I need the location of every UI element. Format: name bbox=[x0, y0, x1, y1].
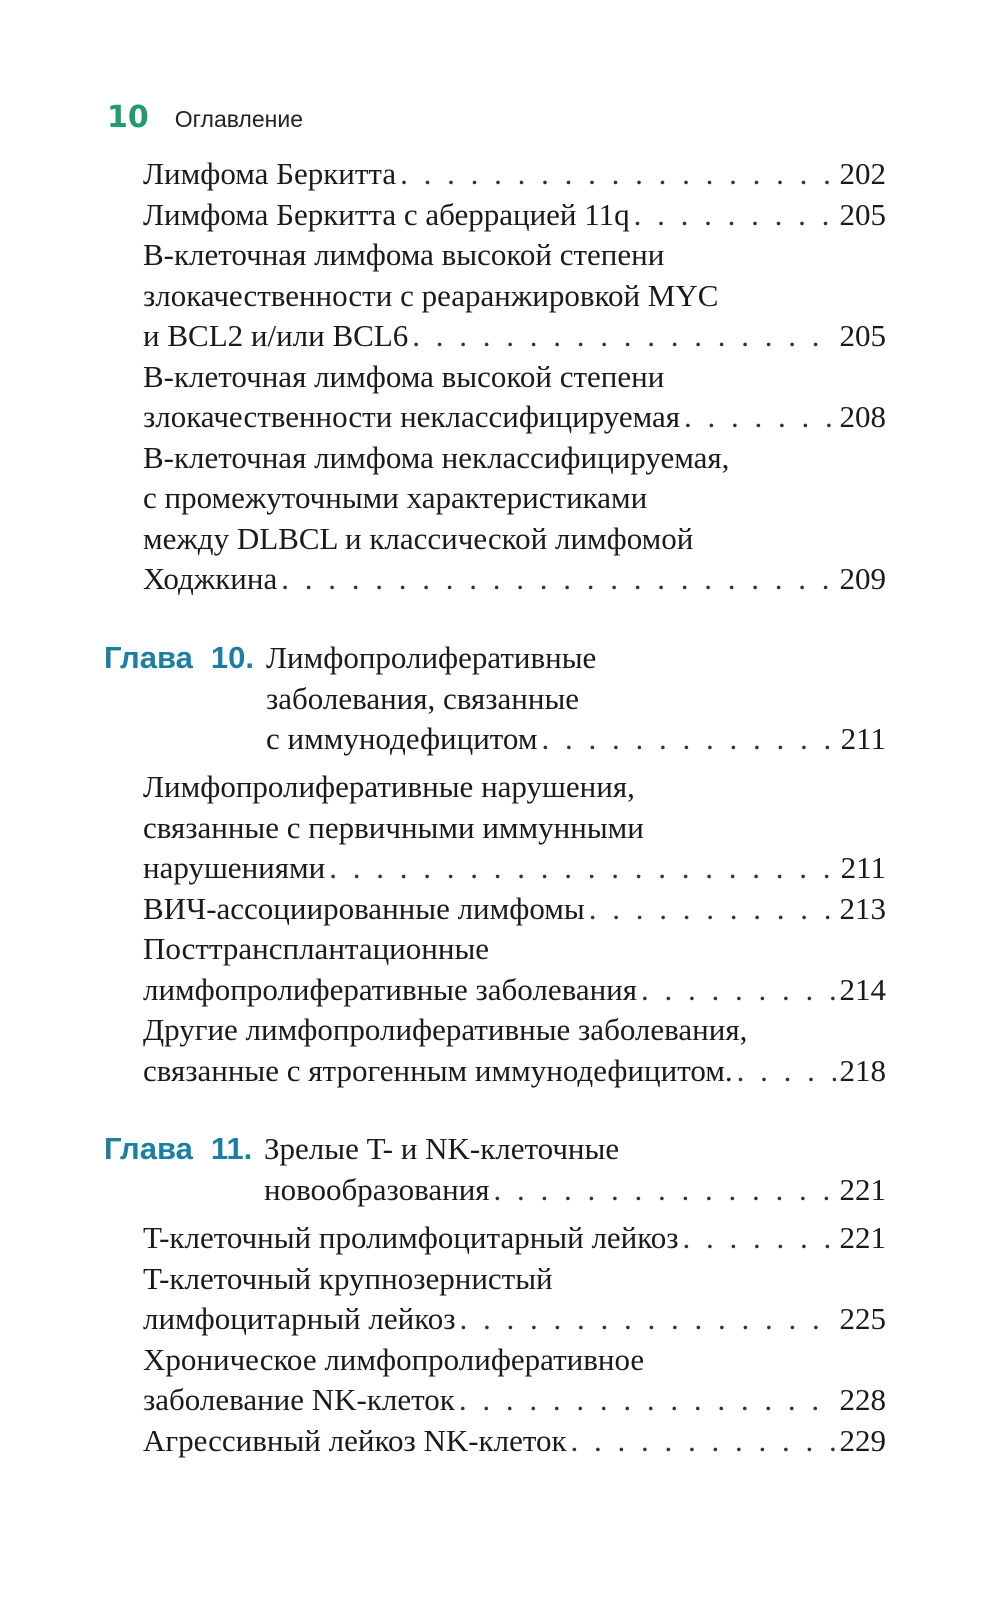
toc-entry-text: с иммунодефицитом bbox=[266, 721, 538, 756]
toc-line bbox=[143, 807, 644, 849]
toc-line bbox=[266, 637, 596, 679]
leader-dots bbox=[412, 315, 835, 357]
toc-entry-text: Посттрансплантационные bbox=[143, 931, 490, 966]
toc-line bbox=[143, 356, 664, 398]
chapter-10-label bbox=[104, 637, 254, 679]
toc-line bbox=[143, 1298, 886, 1340]
toc-line bbox=[266, 718, 886, 760]
leader-dots bbox=[641, 969, 835, 1011]
page-header bbox=[107, 100, 303, 140]
toc-page-number: 209 bbox=[839, 561, 886, 596]
leader-dots bbox=[281, 558, 835, 600]
toc-line bbox=[143, 1050, 886, 1092]
chapter-number: 11. bbox=[210, 1131, 253, 1166]
toc-line bbox=[143, 153, 886, 195]
toc-line bbox=[143, 558, 886, 600]
toc-page-number: 229 bbox=[839, 1422, 886, 1458]
chapter-11-label bbox=[104, 1128, 252, 1170]
running-title: Оглавление bbox=[174, 106, 303, 132]
toc-entry-text: Лимфопролиферативные bbox=[266, 640, 597, 675]
toc-line bbox=[143, 194, 886, 236]
toc-line bbox=[143, 477, 647, 519]
toc-entry-text: связанные с первичными иммунными bbox=[143, 809, 644, 845]
toc-line bbox=[143, 315, 886, 357]
leader-dots bbox=[459, 1298, 835, 1340]
toc-page-number: 213 bbox=[839, 890, 886, 926]
toc-page-number: 218 bbox=[839, 1052, 886, 1088]
toc-page-number: 221 bbox=[839, 1171, 886, 1207]
toc-page-number: 205 bbox=[839, 318, 886, 353]
toc-entry-text: Лимфопролиферативные нарушения, bbox=[143, 769, 635, 804]
toc-entry-text: новообразования bbox=[264, 1171, 490, 1207]
chapter-number: 10. bbox=[210, 640, 254, 675]
toc-page-number: 211 bbox=[840, 850, 886, 885]
toc-entry-text: с промежуточными характеристиками bbox=[143, 480, 648, 515]
leader-dots bbox=[684, 396, 835, 438]
toc-line bbox=[143, 1379, 886, 1421]
toc-page-number: 211 bbox=[840, 721, 886, 756]
toc-entry-text: заболевания, связанные bbox=[266, 680, 580, 716]
toc-page-number: 221 bbox=[839, 1220, 886, 1255]
toc-line bbox=[264, 1128, 619, 1170]
leader-dots bbox=[400, 153, 835, 195]
toc-entry-text: лимфоцитарный лейкоз bbox=[143, 1301, 456, 1336]
toc-line bbox=[143, 275, 718, 317]
toc-line bbox=[264, 1169, 886, 1211]
leader-dots bbox=[683, 1217, 836, 1259]
toc-entry-text: B-клеточная лимфома высокой степени bbox=[143, 237, 665, 272]
toc-page-number: 228 bbox=[839, 1382, 886, 1417]
chapter-word: Глава bbox=[104, 1131, 193, 1166]
toc-line bbox=[143, 847, 886, 889]
toc-entry-text: Лимфома Беркитта с аберрацией 11q bbox=[143, 196, 630, 232]
toc-line bbox=[266, 678, 579, 720]
leader-dots bbox=[329, 847, 836, 889]
toc-entry-text: Хроническое лимфопролиферативное bbox=[143, 1341, 645, 1377]
toc-line bbox=[143, 518, 693, 560]
toc-line bbox=[143, 766, 635, 808]
toc-entry-text: B-клеточная лимфома высокой степени bbox=[143, 358, 665, 394]
toc-entry-text: B-клеточная лимфома неклассифицируемая, bbox=[143, 439, 730, 475]
leader-dots bbox=[634, 194, 836, 236]
page-number: 10 bbox=[107, 100, 149, 135]
toc-entry-text: и BCL2 и/или BCL6 bbox=[143, 318, 409, 353]
toc-line bbox=[143, 888, 886, 930]
toc-page-number: 208 bbox=[839, 399, 886, 434]
leader-dots bbox=[589, 888, 836, 930]
toc-entry-text: злокачественности неклассифицируемая bbox=[143, 399, 681, 434]
toc-page-number: 202 bbox=[839, 156, 886, 191]
toc-line bbox=[143, 928, 489, 970]
toc-line bbox=[143, 1217, 886, 1259]
toc-line bbox=[143, 437, 729, 479]
toc-line bbox=[143, 969, 886, 1011]
toc-line bbox=[143, 1339, 644, 1381]
toc-page-number: 214 bbox=[839, 971, 886, 1007]
toc-line bbox=[143, 396, 886, 438]
toc-line bbox=[143, 1420, 886, 1462]
toc-entry-text: Ходжкина bbox=[143, 561, 278, 596]
toc-line bbox=[143, 1009, 747, 1051]
toc-entry-text: заболевание NK-клеток bbox=[143, 1382, 455, 1417]
toc-entry-text: Лимфома Беркитта bbox=[143, 156, 397, 191]
leader-dots bbox=[494, 1169, 836, 1211]
toc-page-number: 225 bbox=[839, 1301, 886, 1336]
toc-entry-text: Агрессивный лейкоз NK-клеток bbox=[143, 1422, 567, 1458]
toc-page-number: 205 bbox=[839, 196, 886, 232]
toc-entry-text: между DLBCL и классической лимфомой bbox=[143, 520, 694, 556]
leader-dots bbox=[459, 1379, 836, 1421]
toc-line bbox=[143, 1258, 553, 1300]
leader-dots bbox=[541, 718, 836, 760]
chapter-word: Глава bbox=[104, 640, 193, 675]
toc-entry-text: T-клеточный пролимфоцитарный лейкоз bbox=[143, 1220, 679, 1255]
toc-entry-text: лимфопролиферативные заболевания bbox=[143, 971, 638, 1007]
leader-dots bbox=[737, 1050, 836, 1092]
toc-entry-text: Зрелые T- и NK-клеточные bbox=[264, 1131, 620, 1166]
leader-dots bbox=[571, 1420, 836, 1462]
toc-entry-text: ВИЧ-ассоциированные лимфомы bbox=[143, 890, 585, 926]
toc-entry-text: нарушениями bbox=[143, 850, 326, 885]
toc-line bbox=[143, 234, 664, 276]
toc-entry-text: злокачественности с реаранжировкой MYC bbox=[143, 277, 719, 313]
toc-entry-text: связанные с ятрогенным иммунодефицитом. bbox=[143, 1052, 733, 1088]
toc-entry-text: Другие лимфопролиферативные заболевания, bbox=[143, 1012, 748, 1047]
toc-entry-text: T-клеточный крупнозернистый bbox=[143, 1260, 553, 1296]
